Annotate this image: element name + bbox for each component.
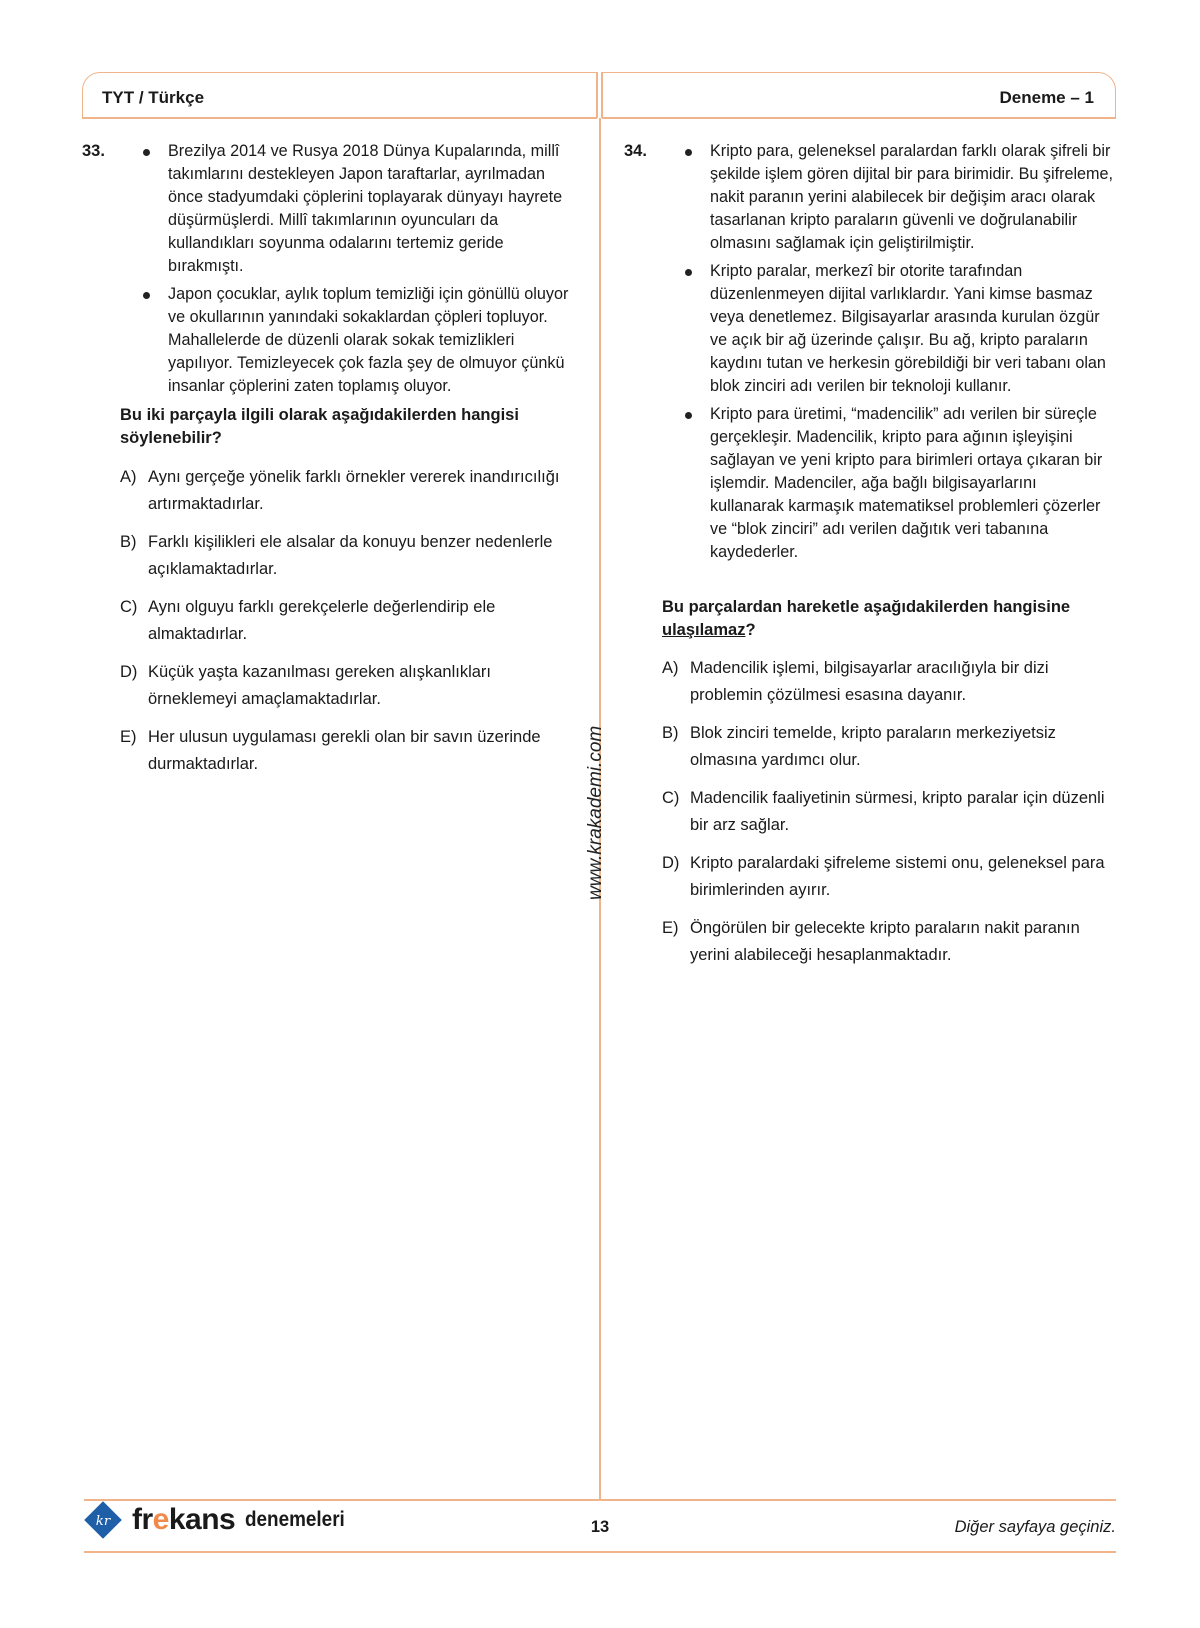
question-33-stem: Bu iki parçayla ilgili olarak aşağıdakilerden hangisi söylenebilir? (120, 406, 519, 447)
option-a[interactable]: A) Aynı gerçeğe yönelik farklı örnekler vererek inandırıcılığı artırmaktadırlar. (120, 468, 560, 513)
question-34-passages (682, 140, 1114, 569)
option-a[interactable]: A) Madencilik işlemi, bilgisayarlar aracılığıyla bir dizi problemin çözülmesi esasına dayanır. (662, 659, 1049, 704)
page-number: 13 (590, 1518, 610, 1536)
passage-bullet: Kripto paralar, merkezî bir otorite tarafından düzenlenmeyen dijital varlıklardır. Yani kimse basmaz veya denetlemez. Bilgisayarlar arasında kurulan özgür ve açık bir ağ üzerinde çalışır. Bu ağ, kripto paraların kaydını tutan ve herkesin görebildiği bir veri tabanı olan blok zinciri adı verilen bir teknoloji kullanır. (682, 260, 1114, 398)
bullet-icon (685, 149, 692, 156)
header-underline-left (82, 117, 597, 119)
header-divider-left (596, 72, 598, 118)
question-34-stem: Bu parçalardan hareketle aşağıdakilerden hangisine ulaşılamaz? (662, 598, 1071, 639)
header-underline-right (602, 117, 1116, 119)
watermark-url: www.krakademi.com (585, 725, 606, 900)
option-b[interactable]: B) Farklı kişilikleri ele alsalar da konuyu benzer nedenlerle açıklamaktadırlar. (120, 533, 553, 578)
question-33-passages (140, 140, 580, 403)
bullet-icon (685, 269, 692, 276)
bullet-icon (685, 412, 692, 419)
underlined-keyword: ulaşılamaz (662, 621, 746, 639)
passage-bullet: Kripto para, geleneksel paralardan farklı olarak şifreli bir şekilde işlem gören dijital bir para birimidir. Bu şifreleme, nakit paranın yerini alabilecek bir değişim aracı olarak tasarlanan kripto paraların güvenli ve doğrulanabilir olmasını sağlamak için geliştirilmiştir. (682, 140, 1114, 255)
passage-bullet: Kripto para üretimi, “madencilik” adı verilen bir süreçle gerçekleşir. Madencilik, kripto para ağının işleyişini sağlayan ve yeni kripto para birimleri ortaya çıkaran bir işlemdir. Madenciler, ağa bağlı bilgisayarlarını kullanarak karmaşık matematiksel problemleri çözerler ve “blok zinciri” adı verilen dağıtık veri tabanına kaydederler. (682, 403, 1114, 564)
header-exam-title: Deneme – 1 (999, 88, 1094, 107)
brand-subtitle: denemeleri (245, 1508, 346, 1531)
passage-bullet: Japon çocuklar, aylık toplum temizliği için gönüllü oluyor ve okullarının yanındaki sokaklardan çöpleri topluyor. Mahallelerde de düzenli olarak sokak temizlikleri yapılıyor. Temizleyecek çok fazla şey de olmuyor çünkü insanlar çöplerini zaten toplamış oluyor. (140, 283, 580, 398)
option-c[interactable]: C) Aynı olguyu farklı gerekçelerle değerlendirip ele almaktadırlar. (120, 598, 496, 643)
svg-text:kr: kr (95, 1513, 111, 1529)
question-33-options (120, 464, 580, 789)
option-c[interactable]: C) Madencilik faaliyetinin sürmesi, kripto paralar için düzenli bir arz sağlar. (662, 789, 1105, 834)
option-b[interactable]: B) Blok zinciri temelde, kripto paraların merkeziyetsiz olmasına yardımcı olur. (662, 724, 1056, 769)
option-e[interactable]: E) Her ulusun uygulaması gerekli olan bir savın üzerinde durmaktadırlar. (120, 728, 541, 773)
header-divider-right (601, 72, 603, 118)
question-34-number: 34. (624, 142, 647, 160)
option-e[interactable]: E) Öngörülen bir gelecekte kripto paraların nakit paranın yerini alabileceği hesaplanmaktadır. (662, 919, 1080, 964)
header-subject: TYT / Türkçe (102, 88, 205, 107)
brand-wordmark: frekans (132, 1503, 236, 1536)
question-33-number: 33. (82, 142, 105, 160)
footer-bottom-line (84, 1551, 1116, 1553)
option-d[interactable]: D) Küçük yaşta kazanılması gereken alışkanlıkları örneklemeyi amaçlamaktadırlar. (120, 663, 491, 708)
next-page-note: Diğer sayfaya geçiniz. (954, 1518, 1116, 1536)
bullet-icon (143, 149, 150, 156)
passage-bullet: Brezilya 2014 ve Rusya 2018 Dünya Kupalarında, millî takımlarını destekleyen Japon taraftarlar, ayrılmadan önce stadyumdaki çöplerini toplayarak dünyayı hayrete düşürmüşlerdi. Millî takımlarının oyuncuları da kullandıkları soyunma odalarını tertemiz geride bırakmıştı. (140, 140, 580, 278)
bullet-icon (143, 292, 150, 299)
option-d[interactable]: D) Kripto paralardaki şifreleme sistemi onu, geleneksel para birimlerinden ayırır. (662, 854, 1105, 899)
question-34-options (662, 655, 1112, 980)
